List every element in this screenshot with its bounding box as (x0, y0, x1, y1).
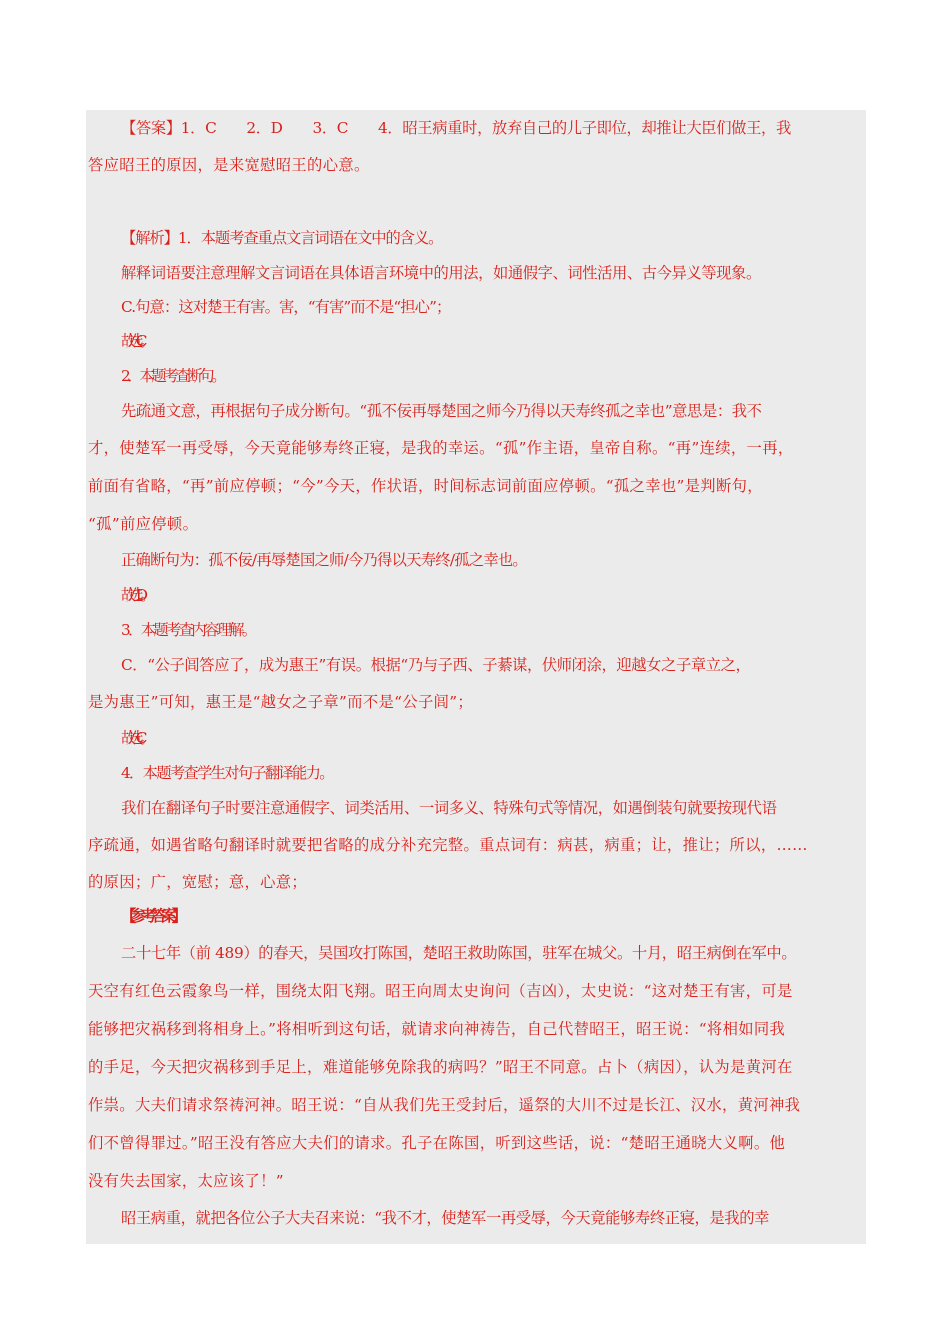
analysis-line: 故选C。 (121, 332, 147, 350)
analysis-line: 【解析】1．本题考查重点文言词语在文中的含义。 (121, 229, 443, 247)
reference-line: 昭王病重，就把各位公子大夫召来说：“我不才，使楚军一再受辱，今天竟能够寿终正寝，是我的幸 (121, 1209, 769, 1227)
analysis-line: C.句意：这对楚王有害。害，“有害”而不是“担心”； (121, 298, 451, 316)
analysis-line: 故选C。 (121, 729, 147, 747)
analysis-line: 我们在翻译句子时要注意通假字、词类活用、一词多义、特殊句式等情况，如遇倒装句就要按现代语 (121, 799, 777, 817)
analysis-line: 解释词语要注意理解文言词语在具体语言环境中的用法，如通假字、词性活用、古今异义等现象。 (121, 264, 761, 282)
analysis-line: 序疏通，如遇省略句翻译时就要把省略的成分补充完整。重点词有：病甚，病重；让，推让；所以，…… (88, 836, 808, 854)
reference-line: 没有失去国家，太应该了！” (88, 1172, 284, 1190)
reference-heading: 【参考答案】 (121, 907, 182, 925)
reference-line: 们不曾得罪过。”昭王没有答应大夫们的请求。孔子在陈国，听到这些话，说：“楚昭王通晓大义啊。他 (88, 1134, 786, 1152)
analysis-line: 是为惠王”可知，惠王是“越女之子章”而不是“公子闾”； (88, 693, 474, 711)
analysis-line: 才，使楚军一再受辱，今天竟能够寿终正寝，是我的幸运。“孤”作主语，皇帝自称。“再”连续，一再， (88, 439, 794, 457)
analysis-line: 4．本题考查学生对句子翻译能力。 (121, 764, 333, 782)
answer-line-2: 答应昭王的原因，是来宽慰昭王的心意。 (88, 156, 370, 174)
answer-line-1: 【答案】1．C 2．D 3．C 4．昭王病重时，放弃自己的儿子即位，却推让大臣们做王，我 (121, 119, 791, 137)
reference-line: 二十七年（前 489）的春天，吴国攻打陈国，楚昭王救助陈国，驻军在城父。十月，昭王病倒在军中。 (121, 944, 797, 962)
analysis-line: C．“公子闾答应了，成为惠王”有误。根据“乃与子西、子綦谋，伏师闭涂，迎越女之子章立之， (121, 656, 751, 674)
reference-line: 作祟。大夫们请求祭祷河神。昭王说：“自从我们先王受封后，遥祭的大川不过是长江、汉水，黄河神我 (88, 1096, 801, 1114)
reference-line: 天空有红色云霞象鸟一样，围绕太阳飞翔。昭王向周太史询问（吉凶），太史说：“这对楚王有害，可是 (88, 982, 793, 1000)
reference-line: 的手足，今天把灾祸移到手足上，难道能够免除我的病吗？”昭王不同意。占卜（病因），认为是黄河在 (88, 1058, 793, 1076)
analysis-line: 正确断句为：孤不佞/再辱楚国之师/今乃得以天寿终/孤之幸也。 (121, 551, 527, 569)
analysis-line: 3．本题考查内容理解。 (121, 621, 255, 639)
analysis-line: 先疏通文意，再根据句子成分断句。“孤不佞再辱楚国之师今乃得以天寿终孤之幸也”意思是：我不 (121, 402, 762, 420)
reference-line: 能够把灾祸移到将相身上。”将相听到这句话，就请求向神祷告，自己代替昭王，昭王说：“将相如同我 (88, 1020, 786, 1038)
analysis-line: 2．本题考查断句。 (121, 367, 224, 385)
analysis-line: 前面有省略，“再”前应停顿；“今”今天，作状语，时间标志词前面应停顿。“孤之幸也”是判断句， (88, 477, 763, 495)
analysis-line: 故选D。 (121, 586, 148, 604)
analysis-line: 的原因；广，宽慰；意，心意； (88, 873, 308, 891)
analysis-line: “孤”前应停顿。 (88, 515, 199, 533)
